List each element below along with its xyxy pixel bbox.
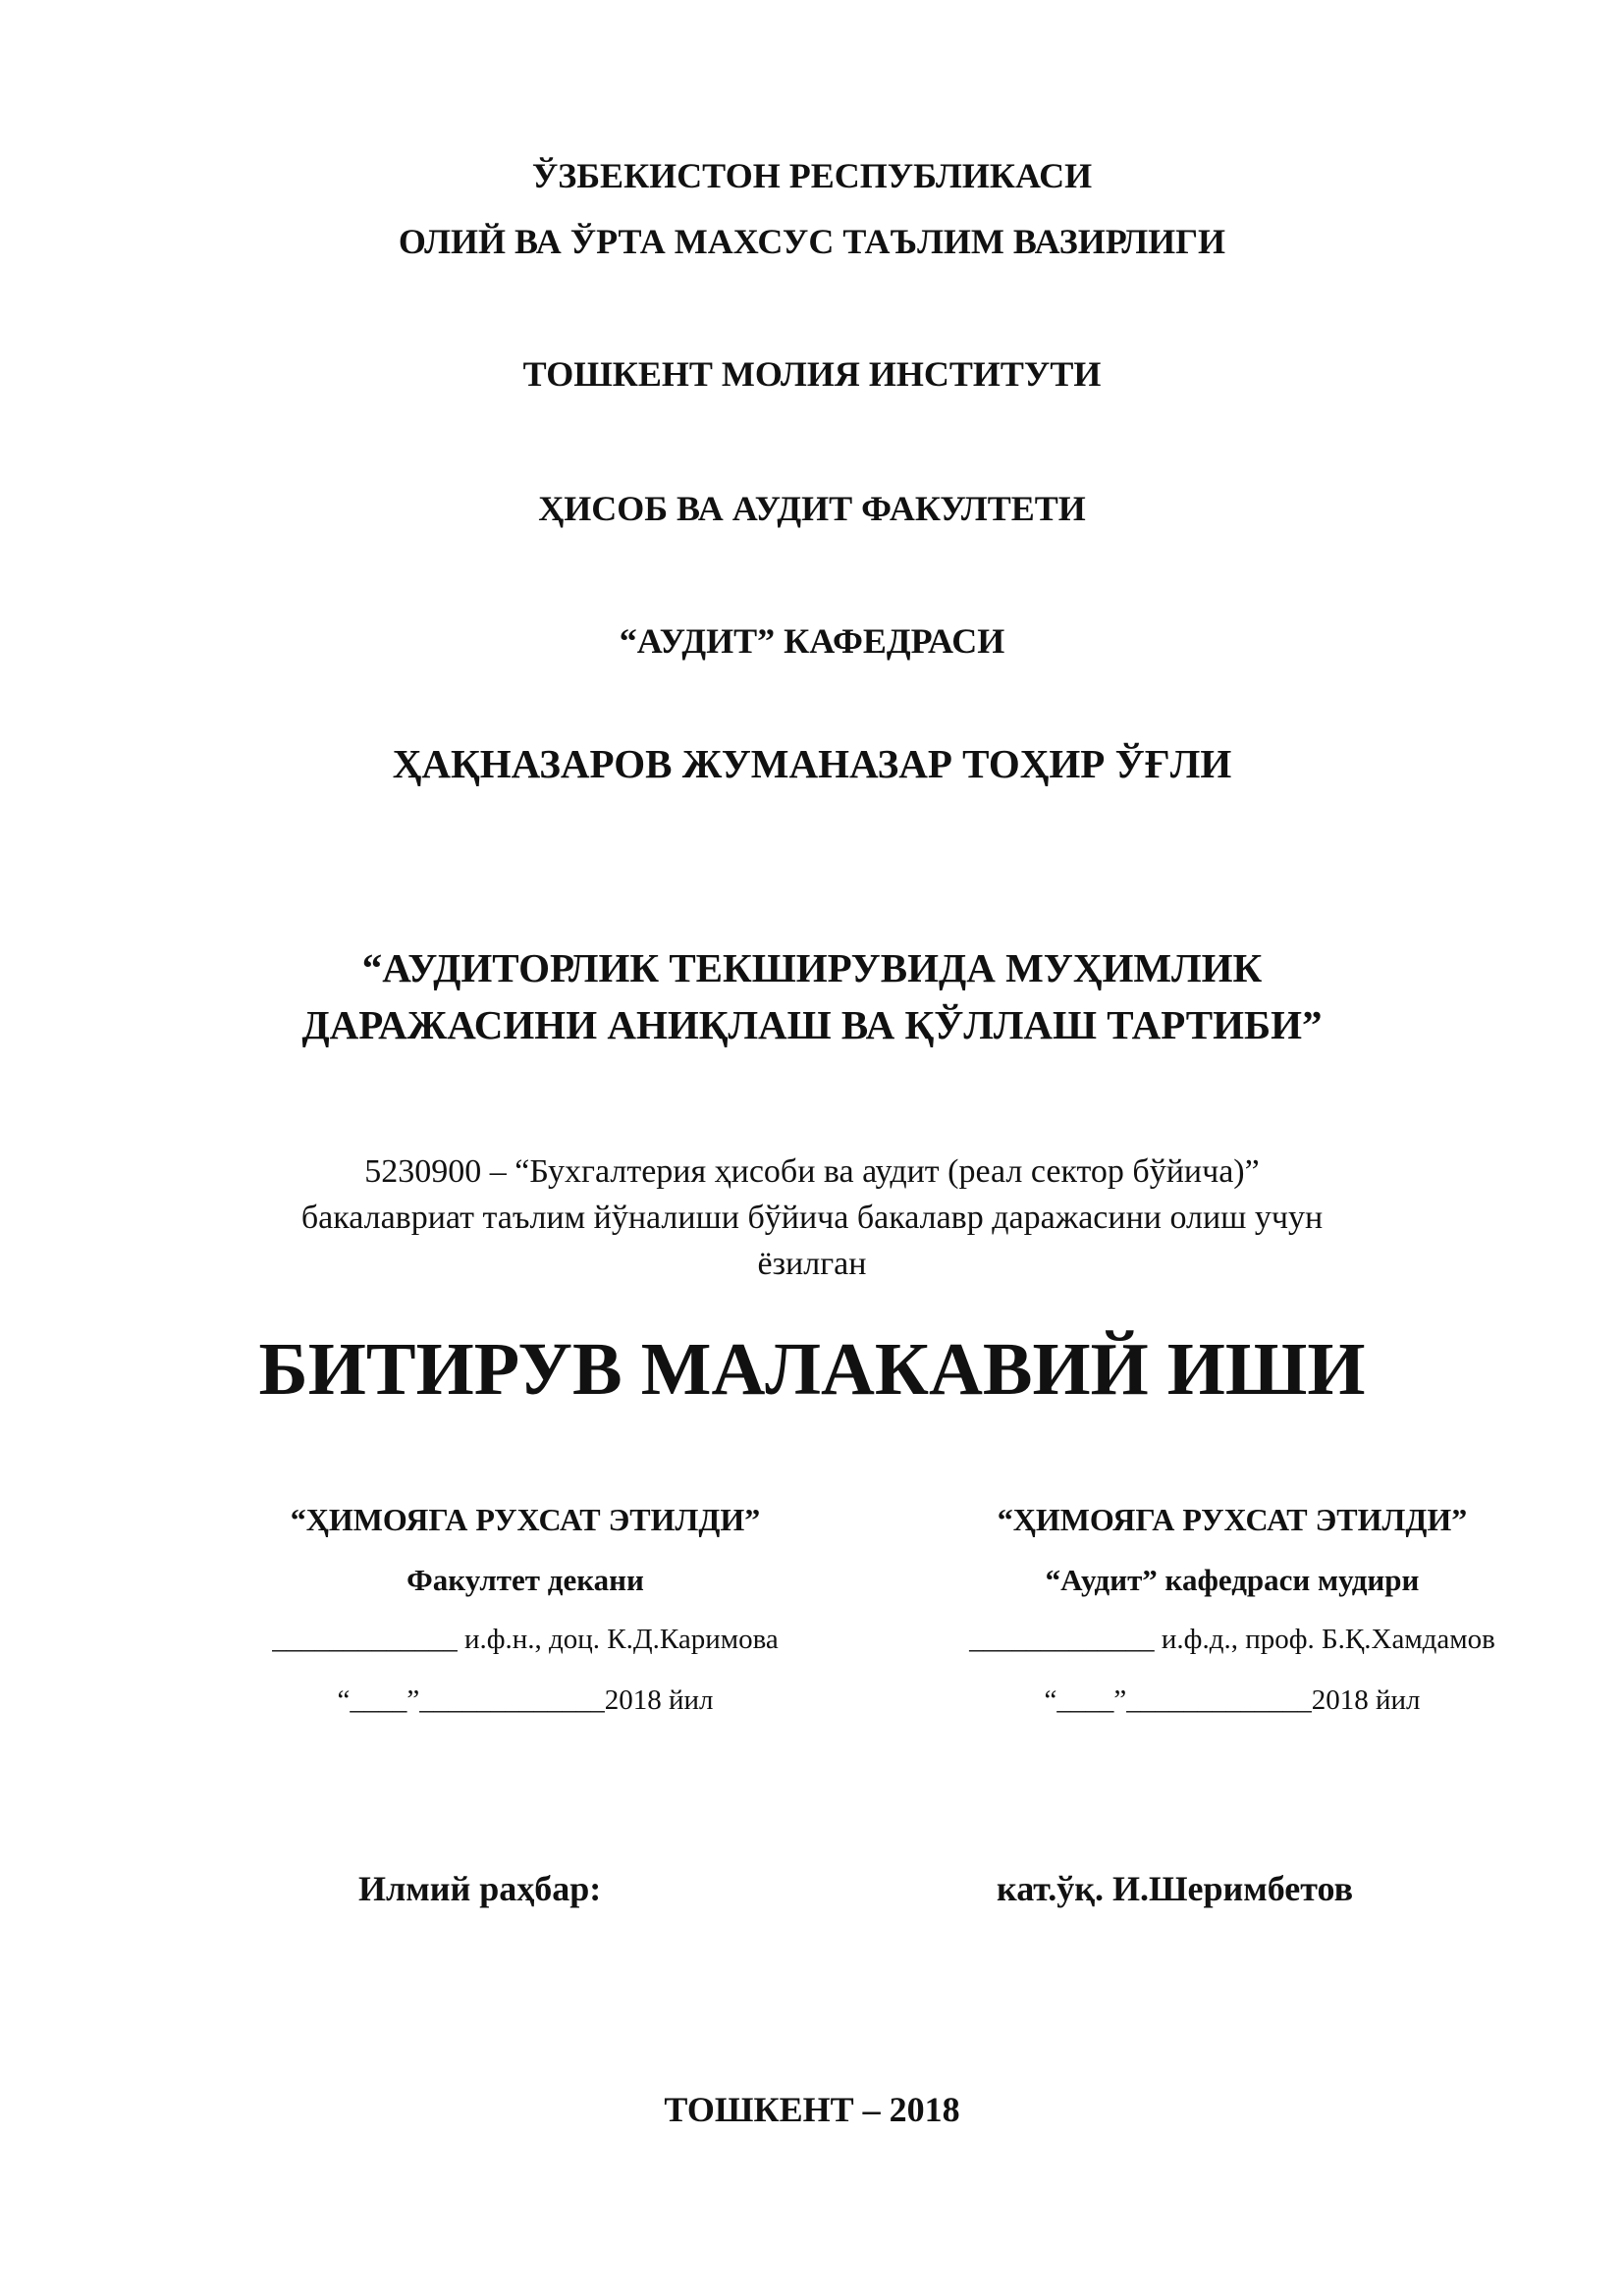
- topic-line-1: “АУДИТОРЛИК ТЕКШИРУВИДА МУҲИМЛИК: [361, 945, 1263, 990]
- institute-title: ТОШКЕНТ МОЛИЯ ИНСТИТУТИ: [522, 354, 1102, 394]
- description-line-1: 5230900 – “Бухгалтерия ҳисоби ва аудит (реал сектор бўйича)”: [364, 1153, 1260, 1190]
- approval-right-role: “Аудит” кафедраси мудири: [1045, 1563, 1420, 1597]
- city-year: ТОШКЕНТ – 2018: [664, 2090, 960, 2129]
- ministry-title: ОЛИЙ ВА ЎРТА МАХСУС ТАЪЛИМ ВАЗИРЛИГИ: [398, 222, 1226, 261]
- approval-left: [152, 1502, 898, 1728]
- approval-left-date: “____”_____________2018 йил: [337, 1684, 714, 1716]
- faculty-title: ҲИСОБ ВА АУДИТ ФАКУЛТЕТИ: [538, 489, 1086, 528]
- republic-title: ЎЗБЕКИСТОН РЕСПУБЛИКАСИ: [531, 156, 1093, 195]
- supervisor-label: Илмий раҳбар:: [358, 1869, 602, 1908]
- supervisor-name: кат.ўқ. И.Шеримбетов: [997, 1869, 1354, 1908]
- approval-right-date: “____”_____________2018 йил: [1044, 1684, 1421, 1716]
- approval-left-signature: _____________ и.ф.н., доц. К.Д.Каримова: [272, 1624, 779, 1655]
- approval-left-heading: “ҲИМОЯГА РУХСАТ ЭТИЛДИ”: [290, 1502, 761, 1537]
- author-name: ҲАҚНАЗАРОВ ЖУМАНАЗАР ТОҲИР ЎҒЛИ: [392, 741, 1232, 786]
- approval-right-heading: “ҲИМОЯГА РУХСАТ ЭТИЛДИ”: [997, 1502, 1468, 1537]
- description-line-3: ёзилган: [757, 1246, 867, 1282]
- department-title: “АУДИТ” КАФЕДРАСИ: [619, 621, 1005, 661]
- work-type-title: БИТИРУВ МАЛАКАВИЙ ИШИ: [258, 1328, 1366, 1411]
- approval-right-signature: _____________ и.ф.д., проф. Б.Қ.Хамдамов: [969, 1624, 1495, 1655]
- description-line-2: бакалавриат таълим йўналиши бўйича бакалавр даражасини олиш учун: [300, 1200, 1324, 1236]
- approval-right: [859, 1502, 1605, 1728]
- topic-line-2: ДАРАЖАСИНИ АНИҚЛАШ ВА ҚЎЛЛАШ ТАРТИБИ”: [301, 1002, 1323, 1047]
- approval-left-role: Факултет декани: [406, 1563, 644, 1597]
